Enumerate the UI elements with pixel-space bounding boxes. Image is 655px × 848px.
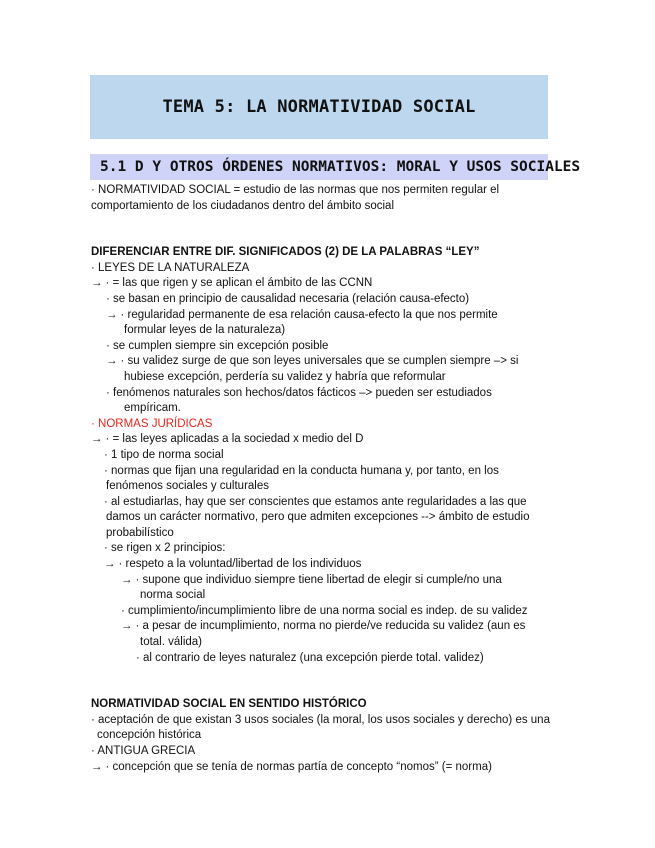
subtitle-banner: [90, 154, 581, 180]
paragraph-line: fenómenos sociales y culturales: [106, 480, 269, 493]
paragraph-line: · regularidad permanente de esa relación causa-efecto la que nos permite: [120, 308, 498, 321]
arrow-icon: →: [121, 573, 133, 586]
paragraph-line: · aceptación de que existan 3 usos sociales (la moral, los usos sociales y derecho) es una: [91, 713, 550, 726]
section-heading: DIFERENCIAR ENTRE DIF. SIGNIFICADOS (2) DE LA PALABRAS “LEY”: [91, 246, 480, 259]
paragraph-line: probabilístico: [106, 526, 174, 539]
document-body: [91, 183, 553, 775]
paragraph-line: · NORMATIVIDAD SOCIAL = estudio de las normas que nos permiten regular el: [91, 184, 500, 196]
section-heading: 5.1 D Y OTROS ÓRDENES NORMATIVOS: MORAL Y USOS SOCIALES: [100, 159, 581, 175]
paragraph-line: comportamiento de los ciudadanos dentro del ámbito social: [91, 199, 395, 212]
section-heading: NORMATIVIDAD SOCIAL EN SENTIDO HISTÓRICO: [91, 698, 367, 711]
highlighted-line: · NORMAS JURÍDICAS: [91, 417, 213, 430]
paragraph-line: · al estudiarlas, hay que ser conscientes que estamos ante regularidades a las que: [104, 495, 527, 508]
paragraph-line: · su validez surge de que son leyes universales que se cumplen siempre –> si: [120, 355, 519, 368]
paragraph-line: damos un carácter normativo, pero que admiten excepciones --> ámbito de estudio: [106, 511, 530, 524]
paragraph-line: · respeto a la voluntad/libertad de los individuos: [118, 558, 362, 571]
paragraph-line: · normas que fijan una regularidad en la conducta humana y, por tanto, en los: [104, 464, 499, 477]
paragraph-line: · se cumplen siempre sin excepción posible: [106, 339, 329, 352]
paragraph-line: · = las leyes aplicadas a la sociedad x medio del D: [105, 433, 364, 446]
arrow-icon: →: [106, 308, 118, 321]
arrow-icon: →: [104, 558, 116, 571]
paragraph-line: hubiese excepción, perdería su validez y habría que reformular: [124, 370, 446, 383]
arrow-icon: →: [91, 277, 103, 290]
paragraph-line: · 1 tipo de norma social: [104, 448, 224, 461]
paragraph-line: concepción histórica: [97, 729, 202, 742]
arrow-icon: →: [91, 760, 103, 773]
page-title: TEMA 5: LA NORMATIVIDAD SOCIAL: [162, 97, 476, 117]
arrow-icon: →: [106, 355, 118, 368]
paragraph-line: · fenómenos naturales son hechos/datos fácticos –> pueden ser estudiados: [106, 386, 492, 399]
paragraph-line: · = las que rigen y se aplican el ámbito de las CCNN: [105, 277, 373, 290]
paragraph-line: · se basan en principio de causalidad necesaria (relación causa-efecto): [106, 292, 470, 305]
paragraph-line: · supone que individuo siempre tiene libertad de elegir si cumple/no una: [135, 573, 502, 586]
paragraph-line: · cumplimiento/incumplimiento libre de una norma social es indep. de su validez: [121, 604, 528, 617]
paragraph-line: norma social: [140, 589, 206, 602]
title-banner: [90, 75, 548, 139]
paragraph-line: · concepción que se tenía de normas partía de concepto “nomos” (= norma): [105, 760, 492, 773]
paragraph-line: · LEYES DE LA NATURALEZA: [91, 261, 250, 274]
paragraph-line: · al contrario de leyes naturalez (una excepción pierde total. validez): [136, 651, 484, 664]
paragraph-line: · se rigen x 2 principios:: [104, 542, 226, 555]
paragraph-line: empíricam.: [124, 402, 181, 415]
paragraph-line: · ANTIGUA GRECIA: [91, 745, 196, 757]
paragraph-line: formular leyes de la naturaleza): [124, 324, 286, 337]
arrow-icon: →: [91, 433, 103, 446]
paragraph-line: total. válida): [140, 636, 203, 649]
arrow-icon: →: [121, 620, 133, 633]
paragraph-line: · a pesar de incumplimiento, norma no pierde/ve reducida su validez (aun es: [135, 620, 526, 633]
